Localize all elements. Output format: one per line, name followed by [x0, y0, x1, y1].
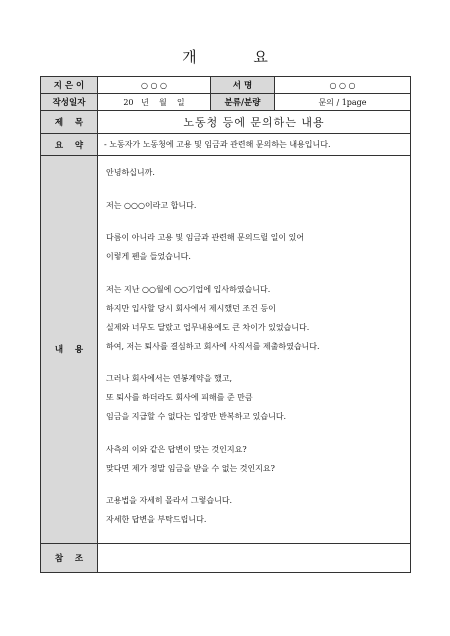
content-line: 하여, 저는 퇴사를 결심하고 회사에 사직서를 제출하였습니다.	[106, 341, 320, 351]
author-row	[41, 77, 411, 94]
subject-row	[41, 111, 411, 134]
content-line: 사측의 이와 같은 답변이 맞는 것인지요?	[106, 444, 247, 454]
content-label: 내 용	[41, 156, 98, 544]
date-row	[41, 94, 411, 111]
category-label: 분류/분량	[211, 94, 275, 111]
author-value: ○ ○ ○	[98, 77, 211, 94]
content-line: 고용법을 자세히 몰라서 그렇습니다.	[106, 496, 233, 505]
content-paragraph	[106, 280, 402, 356]
content-line: 실제와 너무도 달랐고 업무내용에도 큰 차이가 있었습니다.	[106, 322, 310, 332]
content-paragraphs	[106, 163, 402, 529]
content-paragraph	[106, 369, 402, 426]
summary-value: - 노동자가 노동청에 고용 및 임금과 관련해 문의하는 내용입니다.	[98, 134, 411, 156]
signature-value: ○ ○ ○	[275, 77, 411, 94]
date-label: 작성일자	[41, 94, 98, 111]
content-line: 저는 ○○○이라고 합니다.	[106, 200, 197, 210]
reference-value	[98, 543, 411, 572]
content-paragraph	[106, 163, 402, 182]
content-line: 다름이 아니라 고용 및 임금과 관련해 문의드릴 일이 있어	[106, 233, 305, 242]
content-line: 저는 지난 ○○월에 ○○기업에 입사하였습니다.	[106, 284, 271, 294]
summary-label: 요 약	[41, 134, 98, 156]
document-title: 개 요	[182, 48, 294, 66]
reference-row	[41, 543, 411, 572]
subject-value: 노동청 등에 문의하는 내용	[98, 111, 411, 134]
content-line: 그러나 회사에서는 연봉계약을 했고,	[106, 374, 233, 383]
reference-label: 참 조	[41, 543, 98, 572]
date-value: 20 년 월 일	[98, 94, 211, 111]
content-paragraph	[106, 440, 402, 478]
content-row	[41, 156, 411, 544]
content-line: 하지만 입사할 당시 회사에서 제시했던 조건 등이	[106, 303, 276, 313]
content-line: 맞다면 제가 정말 임금을 받을 수 없는 것인지요?	[106, 463, 275, 473]
content-paragraph	[106, 228, 402, 266]
content-line: 자세한 답변을 부탁드립니다.	[106, 515, 207, 524]
summary-form-table	[40, 76, 411, 573]
summary-row	[41, 134, 411, 156]
category-value: 문의 / 1page	[275, 94, 411, 111]
subject-label: 제 목	[41, 111, 98, 134]
content-body	[98, 156, 411, 544]
content-paragraph	[106, 491, 402, 529]
content-paragraph	[106, 196, 402, 215]
author-label: 지 은 이	[41, 77, 98, 94]
content-line: 또 퇴사를 하더라도 회사에 피해를 준 만큼	[106, 393, 253, 402]
content-line: 임금을 지급할 수 없다는 입장만 반복하고 있습니다.	[106, 412, 287, 421]
signature-label: 서 명	[211, 77, 275, 94]
content-line: 안녕하십니까.	[106, 168, 155, 177]
content-line: 이렇게 펜을 들었습니다.	[106, 252, 191, 261]
